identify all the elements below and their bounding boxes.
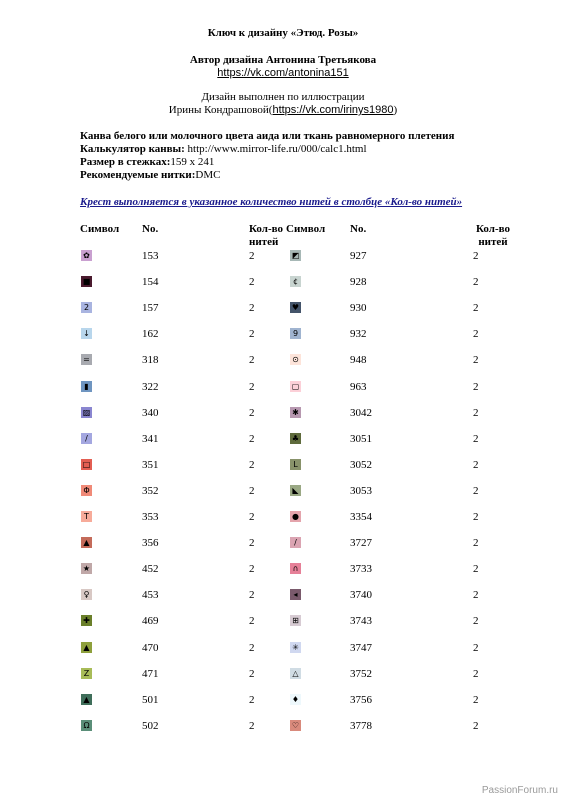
thread-count: 2 bbox=[473, 642, 479, 654]
header-number-left: No. bbox=[142, 223, 159, 235]
header-number-right: No. bbox=[350, 223, 367, 235]
star-symbol-icon: ★ bbox=[82, 563, 91, 573]
illustrator-close: ) bbox=[393, 104, 398, 116]
thread-count: 2 bbox=[473, 563, 479, 575]
dmc-number: 3053 bbox=[350, 485, 372, 497]
thread-count: 2 bbox=[249, 381, 255, 393]
club-symbol-icon: ♣ bbox=[291, 433, 300, 443]
dmc-number: 356 bbox=[142, 537, 159, 549]
arch-symbol-icon: ∩ bbox=[290, 563, 301, 574]
threads-value: DMC bbox=[195, 169, 221, 181]
box-symbol-icon: □ bbox=[82, 459, 91, 469]
cent-symbol-icon: ¢ bbox=[290, 276, 301, 287]
hatch-symbol-icon: ▨ bbox=[82, 407, 91, 417]
size-label: Размер в стежках: bbox=[80, 156, 171, 168]
dmc-number: 3042 bbox=[350, 407, 372, 419]
dmc-number: 932 bbox=[350, 328, 367, 340]
thread-count: 2 bbox=[473, 668, 479, 680]
calc-value: http://www.mirror-life.ru/000/calc1.html bbox=[184, 143, 367, 155]
thread-count: 2 bbox=[473, 511, 479, 523]
t-symbol-icon: T bbox=[81, 511, 92, 522]
dmc-number: 351 bbox=[142, 459, 159, 471]
asterisk-symbol-icon: ✱ bbox=[290, 407, 301, 418]
flower-symbol-icon: ✿ bbox=[81, 250, 92, 261]
thread-count: 2 bbox=[249, 615, 255, 627]
thread-count: 2 bbox=[473, 354, 479, 366]
calc-label: Калькулятор канвы: bbox=[80, 143, 185, 155]
dmc-number: 963 bbox=[350, 381, 367, 393]
dmc-number: 318 bbox=[142, 354, 159, 366]
header-symbol-right: Символ bbox=[286, 223, 326, 235]
thread-count: 2 bbox=[249, 589, 255, 601]
dmc-number: 3052 bbox=[350, 459, 372, 471]
dmc-number: 470 bbox=[142, 642, 159, 654]
dmc-number: 352 bbox=[142, 485, 159, 497]
thread-count: 2 bbox=[473, 537, 479, 549]
thread-count: 2 bbox=[473, 459, 479, 471]
outline-square-symbol-icon: ▢ bbox=[291, 381, 300, 391]
thread-count: 2 bbox=[249, 459, 255, 471]
dmc-number: 3354 bbox=[350, 511, 372, 523]
triangle-fill-symbol-icon: ▲ bbox=[81, 642, 92, 653]
dmc-number: 3743 bbox=[350, 615, 372, 627]
header-count-left-line1: Кол-во bbox=[249, 223, 283, 235]
grid-square-symbol-icon: ⊞ bbox=[290, 615, 301, 626]
canvas-label: Канва белого или молочного цвета аида или ткань равномерного плетения bbox=[80, 130, 455, 142]
dot-symbol-icon: ● bbox=[290, 511, 301, 522]
thread-count: 2 bbox=[249, 537, 255, 549]
slash-symbol-icon: / bbox=[81, 433, 92, 444]
header-count-left bbox=[249, 223, 283, 249]
z-symbol-icon: Z bbox=[81, 668, 92, 679]
dmc-number: 3778 bbox=[350, 720, 372, 732]
dmc-number: 3051 bbox=[350, 433, 372, 445]
dmc-number: 153 bbox=[142, 250, 159, 262]
plus-symbol-icon: ✚ bbox=[81, 615, 92, 626]
thread-count: 2 bbox=[473, 589, 479, 601]
author-link[interactable]: https://vk.com/antonina151 bbox=[217, 67, 349, 79]
header-count-left-line2: нитей bbox=[249, 236, 279, 248]
thread-count: 2 bbox=[249, 694, 255, 706]
phi-symbol-icon: Φ bbox=[81, 485, 92, 496]
dmc-number: 154 bbox=[142, 276, 159, 288]
dmc-number: 452 bbox=[142, 563, 159, 575]
illustration-credit bbox=[0, 104, 566, 117]
thread-count: 2 bbox=[473, 407, 479, 419]
canvas-info bbox=[80, 130, 454, 143]
heart-symbol-icon: ♥ bbox=[291, 302, 300, 312]
circle-dot-symbol-icon: ⊙ bbox=[290, 354, 301, 365]
drop-symbol-icon: ♦ bbox=[291, 694, 300, 704]
thread-count: 2 bbox=[473, 485, 479, 497]
watermark: PassionForum.ru bbox=[481, 785, 558, 796]
thread-count: 2 bbox=[473, 302, 479, 314]
dmc-number: 453 bbox=[142, 589, 159, 601]
thread-count: 2 bbox=[249, 407, 255, 419]
thread-count: 2 bbox=[473, 328, 479, 340]
triangle-symbol-icon: ▲ bbox=[81, 537, 92, 548]
thread-count: 2 bbox=[473, 276, 479, 288]
threads-info bbox=[80, 169, 220, 182]
female-symbol-icon: ♀ bbox=[81, 589, 92, 600]
author-line: Автор дизайна Антонина Третьякова bbox=[189, 54, 377, 66]
half-square-symbol-icon: ◩ bbox=[291, 250, 300, 260]
left-wedge-symbol-icon: ◂ bbox=[290, 589, 301, 600]
dmc-number: 501 bbox=[142, 694, 159, 706]
threads-label: Рекомендуемые нитки: bbox=[80, 169, 196, 181]
dmc-number: 3727 bbox=[350, 537, 372, 549]
bar-symbol-icon: ▮ bbox=[81, 381, 92, 392]
dmc-number: 3756 bbox=[350, 694, 372, 706]
dmc-number: 930 bbox=[350, 302, 367, 314]
illustration-line: Дизайн выполнен по иллюстрации bbox=[201, 91, 365, 103]
dmc-number: 340 bbox=[142, 407, 159, 419]
thread-count: 2 bbox=[249, 563, 255, 575]
dmc-number: 162 bbox=[142, 328, 159, 340]
dmc-number: 157 bbox=[142, 302, 159, 314]
snow-symbol-icon: ✳ bbox=[290, 642, 301, 653]
equals-symbol-icon: = bbox=[81, 354, 92, 365]
dmc-number: 3733 bbox=[350, 563, 372, 575]
dmc-number: 3752 bbox=[350, 668, 372, 680]
outline-triangle-symbol-icon: △ bbox=[290, 668, 301, 679]
thread-count: 2 bbox=[249, 511, 255, 523]
nine-symbol-icon: 9 bbox=[290, 328, 301, 339]
triangle-dark-symbol-icon: ▲ bbox=[81, 694, 92, 705]
dmc-number: 502 bbox=[142, 720, 159, 732]
dmc-number: 948 bbox=[350, 354, 367, 366]
thread-count: 2 bbox=[249, 302, 255, 314]
dmc-number: 3740 bbox=[350, 589, 372, 601]
thread-count: 2 bbox=[249, 433, 255, 445]
thread-count: 2 bbox=[249, 668, 255, 680]
thread-count: 2 bbox=[473, 433, 479, 445]
dmc-number: 469 bbox=[142, 615, 159, 627]
dmc-number: 353 bbox=[142, 511, 159, 523]
thread-count: 2 bbox=[249, 642, 255, 654]
calc-info bbox=[80, 143, 367, 156]
thread-count: 2 bbox=[473, 615, 479, 627]
thread-count: 2 bbox=[249, 328, 255, 340]
dmc-number: 322 bbox=[142, 381, 159, 393]
header-count-right bbox=[473, 223, 513, 249]
thread-count-note: Крест выполняется в указанное количество нитей в столбце «Кол-во нитей» bbox=[80, 196, 463, 208]
thread-count: 2 bbox=[473, 381, 479, 393]
arrow-down-symbol-icon: ↓ bbox=[81, 328, 92, 339]
thread-count: 2 bbox=[473, 250, 479, 262]
l-symbol-icon: L bbox=[290, 459, 301, 470]
dmc-number: 471 bbox=[142, 668, 159, 680]
thread-count: 2 bbox=[249, 720, 255, 732]
dmc-number: 341 bbox=[142, 433, 159, 445]
square-symbol-icon: ■ bbox=[82, 276, 91, 286]
thread-count: 2 bbox=[249, 276, 255, 288]
page-title: Ключ к дизайну «Этюд. Розы» bbox=[207, 27, 359, 39]
thread-count: 2 bbox=[473, 720, 479, 732]
corner-symbol-icon: ◣ bbox=[290, 485, 301, 496]
dmc-number: 3747 bbox=[350, 642, 372, 654]
size-info bbox=[80, 156, 214, 169]
thread-count: 2 bbox=[249, 354, 255, 366]
slash-pink-symbol-icon: / bbox=[290, 537, 301, 548]
header-count-right-line2: нитей bbox=[478, 236, 508, 248]
dmc-number: 928 bbox=[350, 276, 367, 288]
illustrator-link[interactable]: https://vk.com/irinys1980 bbox=[272, 104, 394, 116]
illustrator-name: Ирины Кондрашовой( bbox=[168, 104, 273, 116]
omega-symbol-icon: Ω bbox=[81, 720, 92, 731]
header-count-right-line1: Кол-во bbox=[476, 223, 510, 235]
size-value: 159 x 241 bbox=[170, 156, 215, 168]
thread-count: 2 bbox=[249, 485, 255, 497]
two-symbol-icon: 2 bbox=[81, 302, 92, 313]
heart-outline-symbol-icon: ♡ bbox=[291, 720, 300, 730]
header-symbol-left: Символ bbox=[80, 223, 120, 235]
thread-count: 2 bbox=[473, 694, 479, 706]
thread-count: 2 bbox=[249, 250, 255, 262]
dmc-number: 927 bbox=[350, 250, 367, 262]
